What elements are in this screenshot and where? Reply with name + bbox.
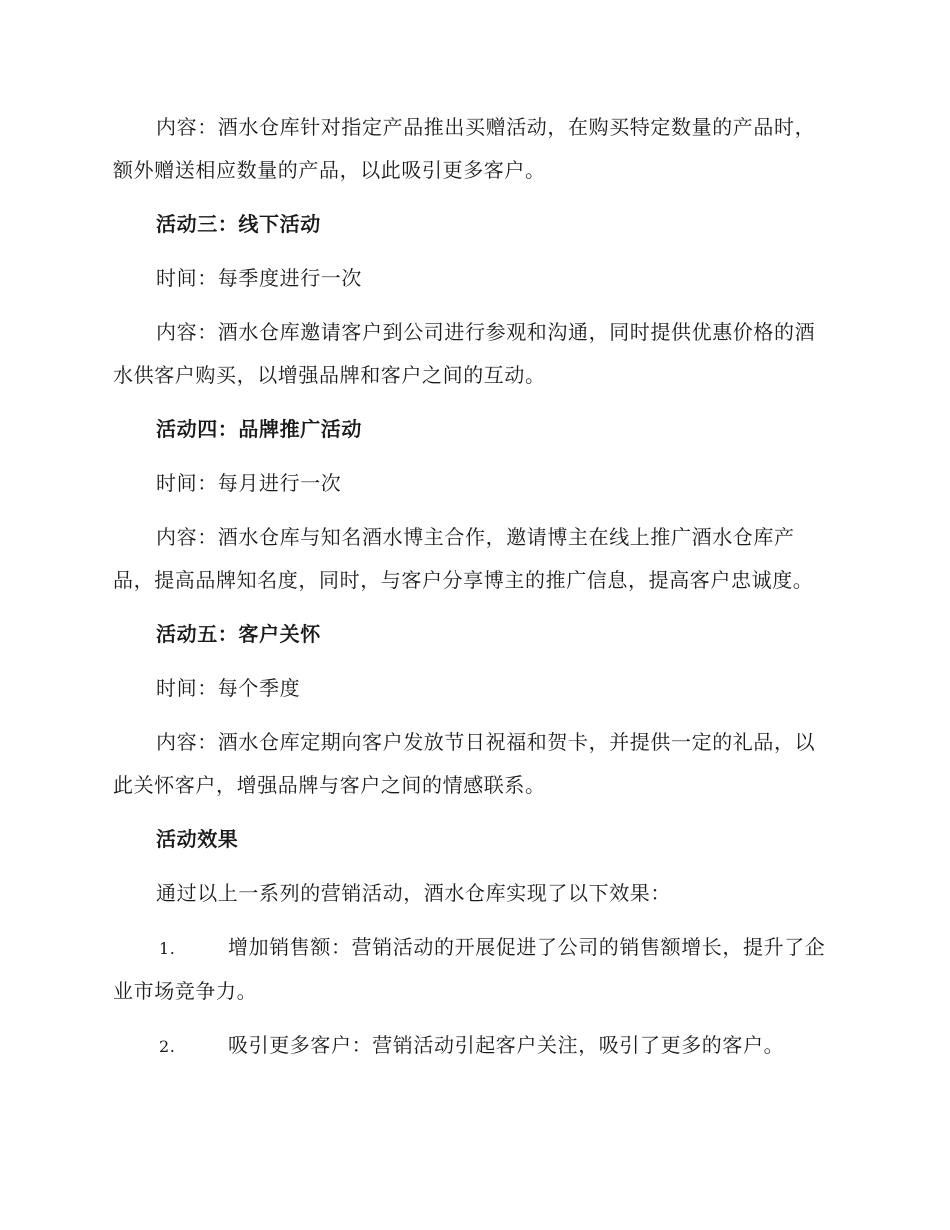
list-item-text: 吸引更多客户：营销活动引起客户关注，吸引了更多的客户。 (228, 1033, 785, 1057)
paragraph-activity-four-content: 内容：酒水仓库与知名酒水博主合作，邀请博主在线上推广酒水仓库产品，提高品牌知名度，同时，与客户分享博主的推广信息，提高客户忠诚度。 (113, 525, 814, 592)
paragraph-activity-three-time: 时间：每季度进行一次 (156, 266, 362, 290)
paragraph-activity-three-content: 内容：酒水仓库邀请客户到公司进行参观和沟通，同时提供优惠价格的酒水供客户购买，以增强品牌和客户之间的互动。 (113, 320, 816, 387)
paragraph-activity-five-content: 内容：酒水仓库定期向客户发放节日祝福和贺卡，并提供一定的礼品，以此关怀客户，增强品牌与客户之间的情感联系。 (113, 730, 816, 797)
heading-activity-three: 活动三：线下活动 (156, 212, 321, 236)
list-item (113, 1024, 835, 1068)
paragraph-activity-five-time: 时间：每个季度 (156, 676, 301, 700)
list-number: 1. (159, 939, 176, 958)
paragraph-buy-gift-content: 内容：酒水仓库针对指定产品推出买赠活动，在购买特定数量的产品时，额外赠送相应数量的产品，以此吸引更多客户。 (113, 115, 816, 182)
paragraph-effects-intro: 通过以上一系列的营销活动，酒水仓库实现了以下效果： (156, 881, 671, 905)
list-item-text: 增加销售额：营销活动的开展促进了公司的销售额增长，提升了企业市场竞争力。 (113, 935, 826, 1003)
document-page (113, 106, 835, 1079)
heading-activity-effects: 活动效果 (156, 827, 239, 851)
heading-activity-four: 活动四：品牌推广活动 (156, 417, 362, 441)
list-item (113, 926, 835, 1013)
list-number: 2. (159, 1037, 176, 1056)
heading-activity-five: 活动五：客户关怀 (156, 622, 321, 646)
paragraph-activity-four-time: 时间：每月进行一次 (156, 471, 342, 495)
